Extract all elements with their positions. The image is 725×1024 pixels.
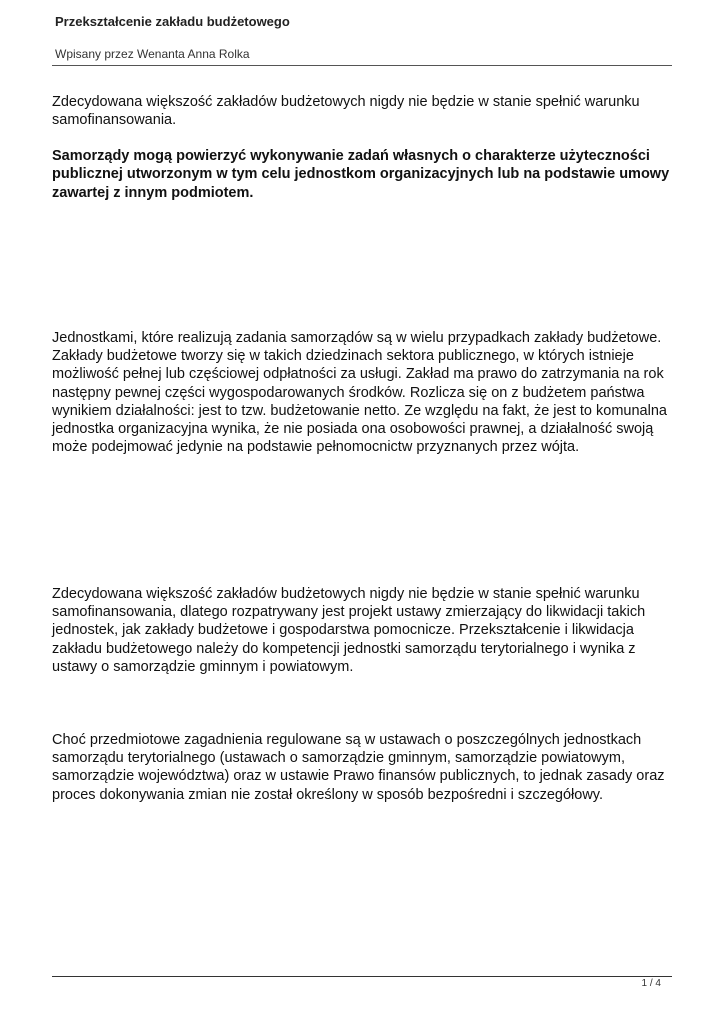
footer-divider (52, 976, 672, 977)
paragraph-lead-bold: Samorządy mogą powierzyć wykonywanie zadań własnych o charakterze użyteczności publicznej utworzonym w tym celu jednostkom organizacyjnych lub na podstawie umowy zawartej z innym podmiotem. (52, 148, 670, 201)
author-byline: Wpisany przez Wenanta Anna Rolka (55, 47, 250, 61)
page-number: 1 / 4 (641, 978, 661, 989)
paragraph-body: Choć przedmiotowe zagadnienia regulowane są w ustawach o poszczególnych jednostkach samorządu terytorialnego (ustawach o samorządzie gminnym, samorządzie powiatowym, samorządzie województwa) oraz w ustawie Prawo finansów publicznych, to jednak zasady oraz proces dokonywania zmian nie został określony w sposób bezpośredni i szczegółowy. (52, 732, 665, 803)
paragraph-body: Zdecydowana większość zakładów budżetowych nigdy nie będzie w stanie spełnić warunku samofinansowania, dlatego rozpatrywany jest projekt ustawy zmierzający do likwidacji takich jednostek, jak zakłady budżetowe i gospodarstwa pomocnicze. Przekształcenie i likwidacja zakładu budżetowego należy do kompetencji jednostki samorządu terytorialnego i wynika z ustawy o samorządzie gminnym i powiatowym. (52, 586, 646, 675)
paragraph-body: Jednostkami, które realizują zadania samorządów są w wielu przypadkach zakłady budżetowe. Zakłady budżetowe tworzy się w takich dziedzinach sektora publicznego, w których istnieje możliwość pełnej lub częściowej odpłatności za usługi. Zakład ma prawo do zatrzymania na rok następny pewnej części wygospodarowanych środków. Rozlicza się on z budżetem państwa wynikiem działalności: jest to tzw. budżetowanie netto. Ze względu na fakt, że jest to komunalna jednostka organizacyjna wynika, że nie posiada ona osobowości prawnej, a działalność swoją może podejmować jedynie na podstawie pełnomocnictw przyznanych przez wójta. (52, 330, 667, 456)
header-divider (52, 65, 672, 66)
paragraph-intro: Zdecydowana większość zakładów budżetowych nigdy nie będzie w stanie spełnić warunku samofinansowania. (52, 94, 640, 129)
page-title: Przekształcenie zakładu budżetowego (55, 14, 290, 29)
